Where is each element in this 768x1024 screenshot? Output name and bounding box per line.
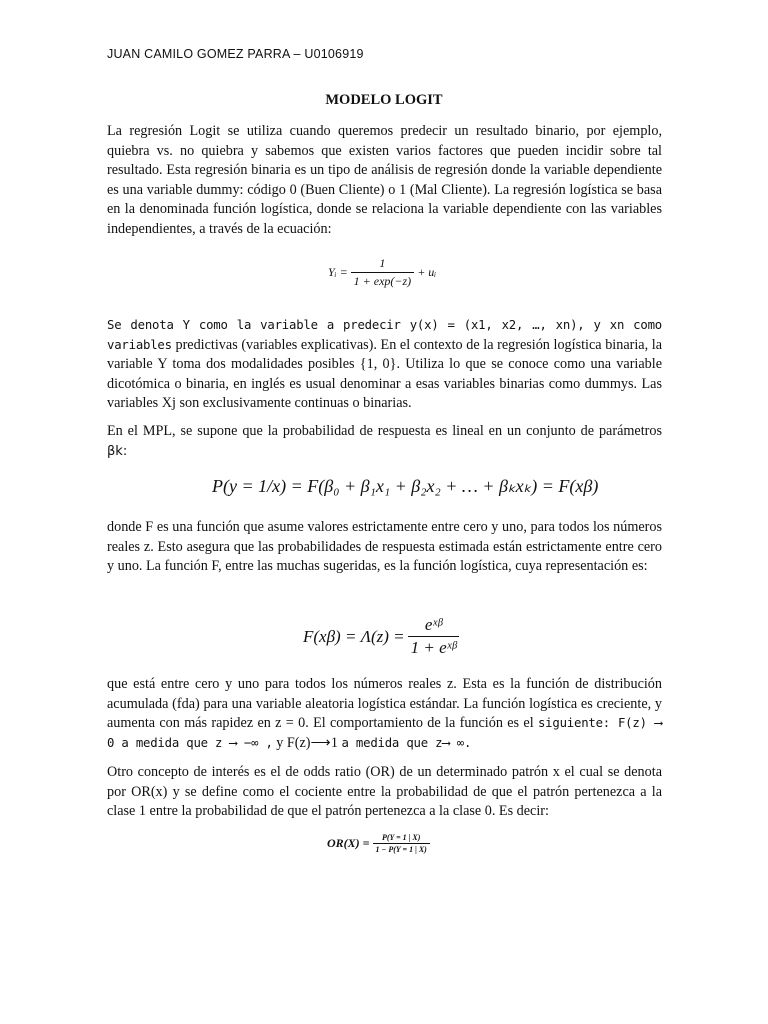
equation-mpl: P(y = 1/x) = F(β₀ + β₁x₁ + β₂x₂ + … + βₖxₖ) = F(xβ) [212, 476, 599, 496]
equation-logistic-regression [328, 256, 436, 289]
paragraph-fda-limit-neg: siguiente: F(z) ⟶ 0 a medida que z ⟶ −∞ , [107, 716, 662, 750]
paragraph-fda [107, 675, 662, 753]
eq1-denominator: 1 + exp(−z) [351, 272, 415, 289]
paragraph-mpl-text: En el MPL, se supone que la probabilidad de respuesta es lineal en un conjunto de parámetros [107, 423, 662, 439]
eq3-fraction [408, 615, 460, 658]
paragraph-variable-definition [107, 316, 662, 414]
eq1-lhs: Yᵢ = [328, 265, 348, 279]
eq4-denominator: 1 − P(Y = 1 | X) [373, 843, 430, 854]
paragraph-variable-definition-rest: predictivas (variables explicativas). En el contexto de la regresión logística binaria, la variable Y toma dos modalidades posibles {1, 0}. Utiliza lo que se conoce como una variable dicotómica o binaria, en inglés es usual denominar a esas variables binarias como dummys. Las variables Xj son exclusivamente continuas o binarias. [107, 336, 662, 411]
paragraph-variable-definition-first-line: Se denota Y como la variable a predecir y(x) = (x1, x2, …, xn), y xn como variables [107, 318, 662, 352]
paragraph-mpl-beta: βk: [107, 443, 128, 459]
equation-logistic-function [303, 615, 462, 658]
eq1-fraction [351, 256, 415, 289]
eq4-fraction [373, 833, 430, 854]
equation-odds-ratio [327, 833, 433, 854]
paragraph-mpl [107, 422, 662, 461]
eq1-rhs: + uᵢ [417, 265, 437, 279]
paragraph-fda-text: que está entre cero y uno para todos los números reales z. Esta es la función de distribución acumulada (fda) para una variable aleatoria logística estándar. La función logística es creciente, y aumenta con más rapidez en z = 0. El comportamiento de la función es el [107, 676, 662, 731]
eq3-denominator: 1 + eˣᵝ [408, 636, 460, 658]
document-title: MODELO LOGIT [325, 92, 443, 108]
paragraph-f-function: donde F es una función que asume valores estrictamente entre cero y uno, para todos los números reales z. Esto asegura que las probabilidades de respuesta estimada están estrictamente entre cero y uno. La función F, entre las muchas sugeridas, es la función logística, cuya representación es: [107, 519, 662, 574]
eq1-numerator: 1 [379, 256, 386, 270]
eq4-numerator: P(Y = 1 | X) [381, 833, 421, 842]
paragraph-fda-limit-pos: y F(z)⟶1 [276, 734, 338, 751]
eq3-lhs: F(xβ) = Λ(z) = [303, 626, 405, 646]
paragraph-intro: La regresión Logit se utiliza cuando queremos predecir un resultado binario, por ejemplo, quiebra vs. no quiebra y sabemos que existen varios factores que pueden incidir sobre tal resultado. Esta regresión binaria es un tipo de análisis de regresión donde la variable dependiente es una variable dummy: código 0 (Buen Cliente) o 1 (Mal Cliente). La regresión logística se basa en la denominada función logística, donde se relaciona la variable dependiente con las variables independientes, a través de la ecuación: [107, 123, 662, 237]
author-header: JUAN CAMILO GOMEZ PARRA – U0106919 [107, 47, 364, 61]
paragraph-odds-ratio: Otro concepto de interés es el de odds ratio (OR) de un determinado patrón x el cual se denota por OR(x) y se define como el cociente entre la probabilidad de que el patrón pertenezca a la clase 1 entre la probabilidad de que el patrón pertenezca a la clase 0. Es decir: [107, 764, 662, 819]
eq4-lhs: OR(X) = [327, 836, 370, 850]
eq3-numerator: eˣᵝ [424, 615, 443, 634]
paragraph-fda-limit-pos-end: a medida que z⟶ ∞. [341, 735, 472, 750]
